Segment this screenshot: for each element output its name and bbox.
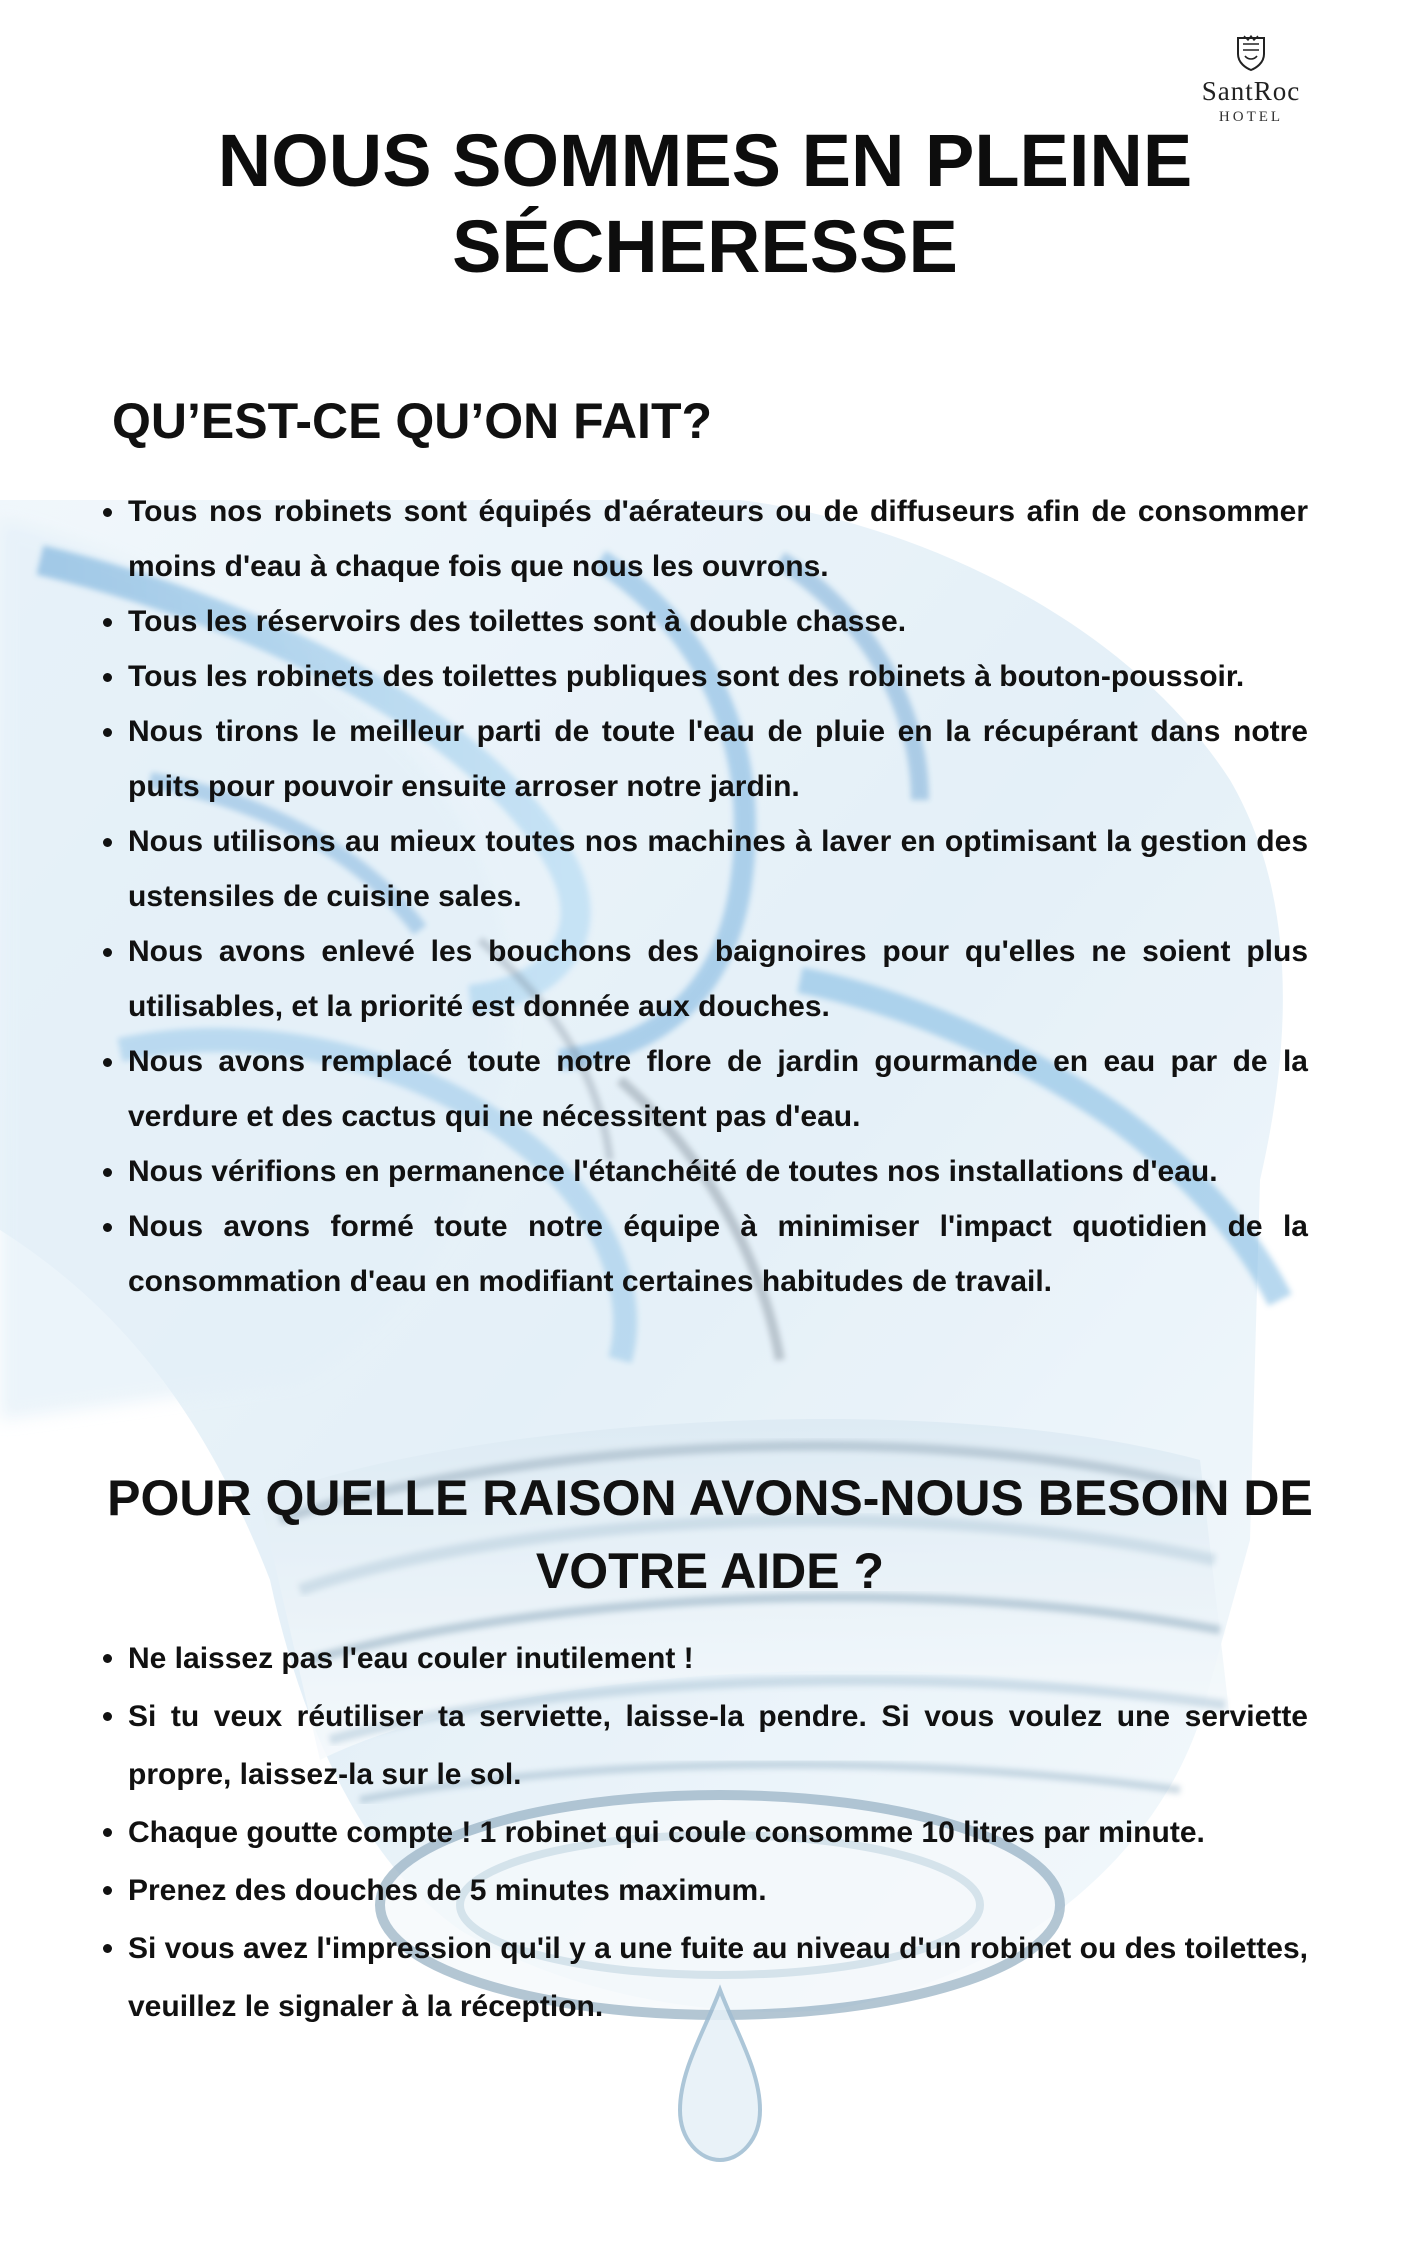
list-item: Ne laissez pas l'eau couler inutilement ! [72,1630,1308,1688]
logo-subtitle: HOTEL [1218,109,1284,125]
list-item: Tous les réservoirs des toilettes sont à double chasse. [72,594,1308,649]
list-item: Chaque goutte compte ! 1 robinet qui coule consomme 10 litres par minute. [72,1804,1308,1862]
page-title: NOUS SOMMES EN PLEINE SÉCHERESSE [217,119,1193,288]
list-item: Nous avons formé toute notre équipe à minimiser l'impact quotidien de la consommation d'eau en modifiant certaines habitudes de travail. [72,1199,1308,1309]
list-item: Tous nos robinets sont équipés d'aérateurs ou de diffuseurs afin de consommer moins d'eau à chaque fois que nous les ouvrons. [72,484,1308,594]
logo-brand: SantRoc [1201,76,1301,106]
list-item: Nous vérifions en permanence l'étanchéité de toutes nos installations d'eau. [72,1144,1308,1199]
list-item: Si tu veux réutiliser ta serviette, laisse-la pendre. Si vous voulez une serviette propre, laissez-la sur le sol. [72,1688,1308,1804]
how-to-help-list [72,1630,1308,2036]
list-item: Tous les robinets des toilettes publiques sont des robinets à bouton-poussoir. [72,649,1308,704]
crest-icon [1234,34,1268,72]
list-item: Nous avons enlevé les bouchons des baignoires pour qu'elles ne soient plus utilisables, et la priorité est donnée aux douches. [72,924,1308,1034]
what-we-do-list [72,484,1308,1309]
list-item: Nous avons remplacé toute notre flore de jardin gourmande en eau par de la verdure et des cactus qui ne nécessitent pas d'eau. [72,1034,1308,1144]
section-heading-what-we-do: QU’EST-CE QU’ON FAIT? [112,393,713,449]
list-item: Prenez des douches de 5 minutes maximum. [72,1862,1308,1920]
list-item: Nous tirons le meilleur parti de toute l'eau de pluie en la récupérant dans notre puits pour pouvoir ensuite arroser notre jardin. [72,704,1308,814]
section-heading-why-help: POUR QUELLE RAISON AVONS-NOUS BESOIN DE VOTRE AIDE ? [107,1470,1313,1599]
list-item: Nous utilisons au mieux toutes nos machines à laver en optimisant la gestion des ustensiles de cuisine sales. [72,814,1308,924]
hotel-logo [1176,34,1326,126]
list-item: Si vous avez l'impression qu'il y a une fuite au niveau d'un robinet ou des toilettes, veuillez le signaler à la réception. [72,1920,1308,2036]
